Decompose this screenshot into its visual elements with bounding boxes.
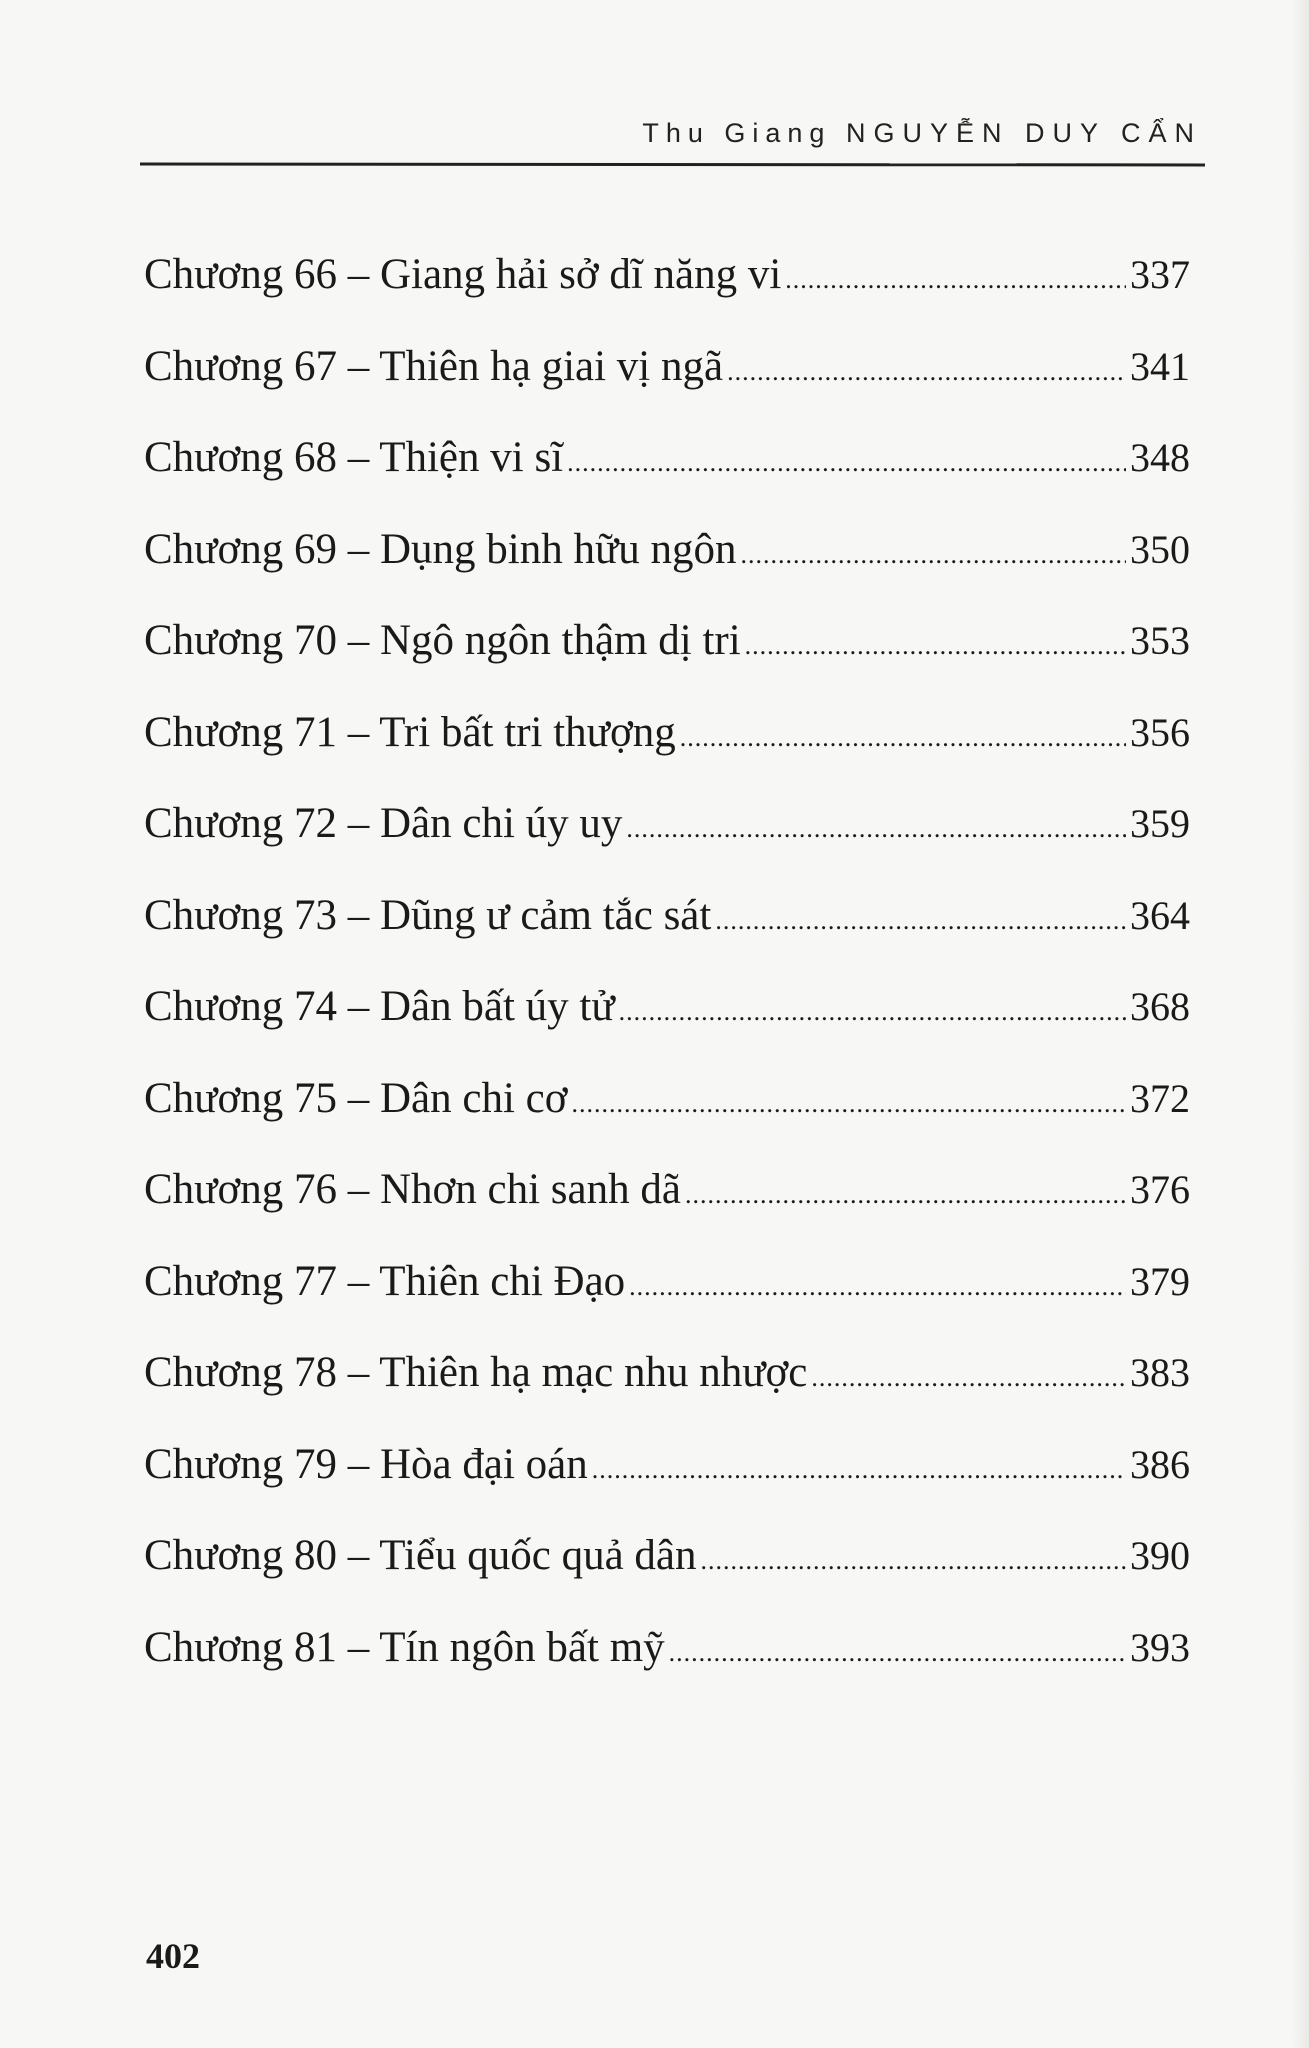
dot-leader	[571, 1089, 1126, 1119]
toc-entry-title: Chương 70 – Ngô ngôn thậm dị tri	[144, 617, 741, 664]
toc-entry	[144, 1531, 1190, 1623]
dot-leader	[685, 1180, 1126, 1210]
toc-entry	[144, 1440, 1190, 1532]
toc-entry	[144, 982, 1190, 1074]
dot-leader	[727, 357, 1126, 387]
dot-leader	[745, 631, 1126, 661]
toc-entry-title: Chương 78 – Thiên hạ mạc nhu nhược	[144, 1349, 808, 1396]
dot-leader	[629, 1272, 1126, 1302]
toc-entry	[144, 616, 1190, 708]
toc-entry-page: 337	[1130, 252, 1190, 297]
dot-leader	[785, 265, 1126, 295]
dot-leader	[619, 997, 1126, 1027]
toc-entry	[144, 250, 1190, 342]
toc-entry-page: 353	[1130, 618, 1190, 663]
toc-entry-page: 364	[1130, 892, 1190, 938]
toc-entry-title: Chương 68 – Thiện vi sĩ	[144, 434, 564, 481]
toc-entry-page: 376	[1130, 1167, 1190, 1212]
toc-entry	[144, 1348, 1190, 1440]
toc-entry	[144, 433, 1190, 525]
toc-entry	[144, 1074, 1190, 1166]
toc-entry-page: 379	[1130, 1258, 1190, 1304]
author-given-name: Thu Giang	[642, 118, 832, 148]
running-header	[0, 118, 1202, 149]
toc-entry-title: Chương 71 – Tri bất tri thượng	[144, 708, 676, 756]
toc-entry-page: 341	[1130, 343, 1190, 389]
toc-entry-page: 348	[1130, 435, 1190, 480]
toc-entry	[144, 799, 1190, 891]
toc-entry	[144, 525, 1190, 617]
toc-entry-title: Chương 72 – Dân chi úy uy	[144, 800, 623, 847]
dot-leader	[592, 1455, 1126, 1485]
toc-entry	[144, 1165, 1190, 1257]
toc-entry-title: Chương 79 – Hòa đại oán	[144, 1440, 588, 1488]
toc-entry	[144, 708, 1190, 800]
dot-leader	[669, 1638, 1126, 1668]
toc-entry-title: Chương 67 – Thiên hạ giai vị ngã	[144, 342, 724, 390]
toc-entry-title: Chương 73 – Dũng ư cảm tắc sát	[144, 891, 712, 939]
toc-entry	[144, 1623, 1190, 1715]
dot-leader	[701, 1546, 1127, 1576]
toc-entry-title: Chương 76 – Nhơn chi sanh dã	[144, 1166, 681, 1213]
dot-leader	[811, 1363, 1126, 1393]
toc-entry-page: 372	[1130, 1075, 1190, 1121]
author-family-name: NGUYỄN DUY CẨN	[845, 118, 1202, 148]
dot-leader	[741, 540, 1126, 570]
dot-leader	[626, 814, 1126, 844]
toc-entry-title: Chương 80 – Tiểu quốc quả dân	[144, 1532, 697, 1579]
page-number: 402	[146, 1936, 200, 1976]
toc-entry-page: 393	[1130, 1624, 1190, 1670]
toc-entry-page: 356	[1130, 709, 1190, 755]
toc-entry-page: 350	[1130, 526, 1190, 572]
toc-entry	[144, 891, 1190, 983]
toc-entry	[144, 342, 1190, 434]
toc-entry-page: 386	[1130, 1441, 1190, 1487]
dot-leader	[680, 723, 1126, 753]
toc-entry-page: 359	[1130, 801, 1190, 846]
toc-entry-page: 368	[1130, 984, 1190, 1029]
dot-leader	[567, 448, 1126, 478]
toc-entry-title: Chương 81 – Tín ngôn bất mỹ	[144, 1623, 665, 1671]
toc-entry-title: Chương 69 – Dụng binh hữu ngôn	[144, 525, 737, 573]
header-rule	[140, 163, 1205, 167]
toc-entry-title: Chương 77 – Thiên chi Đạo	[144, 1257, 626, 1305]
toc-entry-title: Chương 74 – Dân bất úy tử	[144, 983, 615, 1030]
table-of-contents	[144, 250, 1190, 1714]
toc-entry-page: 390	[1130, 1533, 1190, 1578]
toc-entry-title: Chương 75 – Dân chi cơ	[144, 1074, 568, 1122]
toc-entry-page: 383	[1130, 1350, 1190, 1395]
toc-entry-title: Chương 66 – Giang hải sở dĩ năng vi	[144, 251, 782, 298]
page-edge	[1291, 0, 1309, 2048]
toc-entry	[144, 1257, 1190, 1349]
dot-leader	[715, 906, 1126, 936]
